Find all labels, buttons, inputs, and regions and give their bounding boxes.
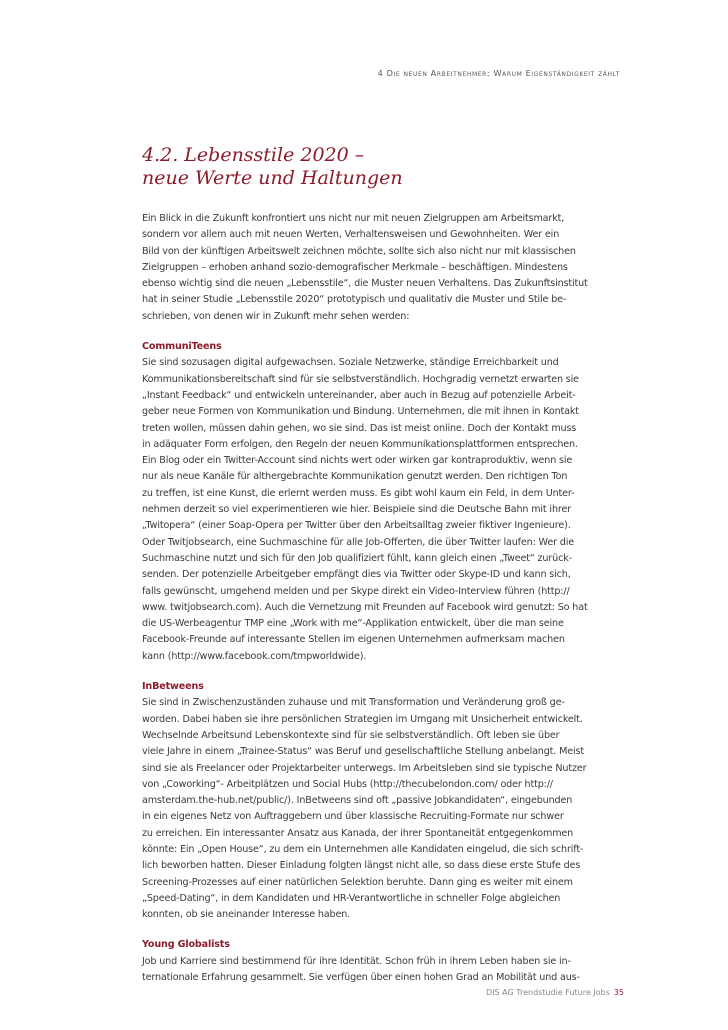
section-title: CommuniTeens [142, 341, 222, 353]
text-line: in adäquater Form erfolgen, den Regeln der neuen Kommunikationsplattformen entsprechen. [142, 438, 578, 450]
text-line: lich beworben hatten. Dieser Einladung folgten längst nicht alle, so dass diese erste Stufe des [142, 860, 581, 872]
section-young-globalists [142, 937, 582, 986]
text-line: Job und Karriere sind bestimmend für ihre Identität. Schon früh in ihrem Leben haben sie in- [142, 955, 571, 967]
text-line: viele Jahre in einem „Trainee-Status“ was Beruf und gesellschaftliche Stellung anbelangt. Meist [142, 746, 584, 758]
text-line: www. twitjobsearch.com). Auch die Vernetzung mit Freunden auf Facebook wird genutzt: So hat [142, 601, 588, 613]
text-line: senden. Der potenzielle Arbeitgeber empfängt dies via Twitter oder Skype-ID und kann sich, [142, 569, 571, 581]
section-heading [142, 144, 592, 190]
text-line: von „Coworking“- Arbeitplätzen und Social Hubs (http://thecubelondon.com/ oder http:// [142, 778, 553, 790]
text-line: falls gewünscht, umgehend melden und per Skype direkt ein Video-Interview führen (http:// [142, 585, 570, 597]
text-line: sondern vor allem auch mit neuen Werten, Verhaltensweisen und Gewohnheiten. Wer ein [142, 229, 560, 241]
text-line: Wechselnde Arbeitsund Lebenskontexte sind für sie selbstverständlich. Oft leben sie über [142, 729, 560, 741]
text-line: ternationale Erfahrung gesammelt. Sie verfügen über einen hohen Grad an Mobilität und aus- [142, 972, 580, 984]
section-communiteens [142, 339, 588, 665]
text-line: „Speed-Dating“, in dem Kandidaten und HR-Verantwortliche in schneller Folge abgleichen [142, 892, 561, 904]
heading-line-2: neue Werte und Haltungen [142, 167, 403, 189]
text-line: die US-Werbeagentur TMP eine „Work with me“-Applikation entwickelt, über die man seine [142, 618, 564, 630]
text-line: treten wollen, müssen dahin gehen, wo sie sind. Das ist meist online. Doch der Kontakt muss [142, 422, 577, 434]
text-line: worden. Dabei haben sie ihre persönlichen Strategien im Umgang mit Unsicherheit entwickelt. [142, 713, 583, 725]
text-line: amsterdam.the-hub.net/public/). InBetweens sind oft „passive Jobkandidaten“, eingebunden [142, 795, 573, 807]
intro-paragraph [142, 211, 588, 325]
text-line: Sie sind in Zwischenzuständen zuhause und mit Transformation und Veränderung groß ge- [142, 697, 565, 709]
text-line: ebenso wichtig sind die neuen „Lebensstile“, die Muster neuen Verhaltens. Das Zukunftsinstitut [142, 278, 588, 290]
text-line: Bild von der künftigen Arbeitswelt zeichnen möchte, sollte sich also nicht nur mit klassischen [142, 245, 576, 257]
text-line: kann (http://www.facebook.com/tmpworldwide). [142, 650, 367, 662]
footer-publication: DIS AG Trendstudie Future Jobs [486, 988, 610, 997]
section-inbetweens [142, 679, 587, 923]
body-text [142, 211, 588, 986]
text-line: in ein eigenes Netz von Auftraggebern und über klassische Recruiting-Formate nur schwer [142, 811, 564, 823]
text-line: sind sie als Freelancer oder Projektarbeiter unterwegs. Im Arbeitsleben sind sie typische Nutzer [142, 762, 587, 774]
text-line: „Twitopera“ (einer Soap-Opera per Twitter über den Arbeitsalltag zweier fiktiver Ingenieure). [142, 520, 571, 532]
section-title: InBetweens [142, 681, 204, 693]
text-line: Ein Blick in die Zukunft konfrontiert uns nicht nur mit neuen Zielgruppen am Arbeitsmarkt, [142, 213, 565, 224]
text-line: Kommunikationsbereitschaft sind für sie selbstverständlich. Hochgradig vernetzt erwarten sie [142, 373, 579, 385]
text-line: könnte: Ein „Open House“, zu dem ein Unternehmen alle Kandidaten eingelud, die sich schrift- [142, 843, 584, 855]
text-line: nur als neue Kanäle für althergebrachte Kommunikation genutzt werden. Den richtigen Ton [142, 471, 568, 483]
text-line: konnten, ob sie aneinander Interesse haben. [142, 909, 351, 921]
text-line: zu erreichen. Ein interessanter Ansatz aus Kanada, der ihrer Spontaneität entgegenkommen [142, 827, 574, 839]
text-line: Facebook-Freunde auf interessante Stellen im eigenen Unternehmen aufmerksam machen [142, 634, 565, 646]
text-line: hat in seiner Studie „Lebensstile 2020“ prototypisch und qualitativ die Muster und Stile be- [142, 294, 567, 306]
running-header: 4 Die neuen Arbeitnehmer: Warum Eigenständigkeit zählt [377, 68, 620, 78]
page-footer [440, 988, 624, 997]
text-line: Ein Blog oder ein Twitter-Account sind nichts wert oder wirken gar kontraproduktiv, wenn sie [142, 455, 573, 467]
section-title: Young Globalists [142, 939, 230, 951]
text-line: Zielgruppen – erhoben anhand sozio-demografischer Merkmale – beschäftigen. Mindestens [142, 261, 568, 273]
text-line: zu treffen, ist eine Kunst, die erlernt werden muss. Es gibt wohl kaum ein Feld, in dem Unter- [142, 487, 575, 499]
page-number: 35 [613, 988, 624, 997]
text-line: schrieben, von denen wir in Zukunft mehr sehen werden: [142, 310, 410, 322]
text-line: Screening-Prozesses auf einer natürlichen Selektion beruhte. Dann ging es weiter mit einem [142, 876, 573, 888]
heading-line-1: 4.2. Lebensstile 2020 – [142, 144, 365, 166]
text-line: Sie sind sozusagen digital aufgewachsen. Soziale Netzwerke, ständige Erreichbarkeit und [142, 357, 559, 369]
text-line: nehmen derzeit so viel experimentieren wie hier. Beispiele sind die Deutsche Bahn mit ihrer [142, 504, 572, 516]
text-line: Oder Twitjobsearch, eine Suchmaschine für alle Job-Offerten, die über Twitter laufen: Wer die [142, 536, 574, 548]
text-line: „Instant Feedback“ und entwickeln untereinander, aber auch in Bezug auf potenzielle Arbeit- [142, 389, 576, 401]
text-line: geber neue Formen von Kommunikation und Bindung. Unternehmen, die mit ihnen in Kontakt [142, 406, 579, 418]
text-line: Suchmaschine nutzt und sich für den Job qualifiziert fühlt, kann gleich einen „Tweet“ zurück- [142, 552, 572, 564]
